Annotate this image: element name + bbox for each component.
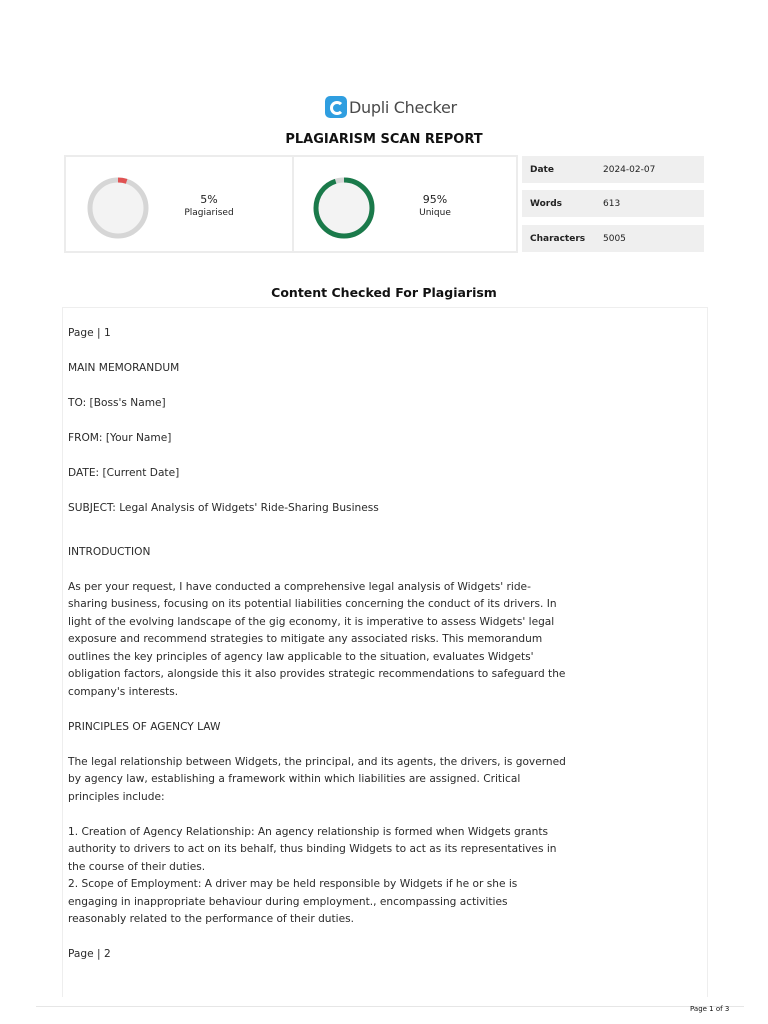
content-paragraph: DATE: [Current Date] [68, 467, 180, 479]
content-paragraph: 1. Creation of Agency Relationship: An agency relationship is formed when Widgets grants authority to drivers to act on its behalf, thus binding Widgets to act as its representatives in the course of their duties. [68, 825, 557, 873]
characters-value: 5005 [603, 234, 626, 244]
meta-row-date [522, 156, 704, 183]
meta-row-words [522, 190, 704, 217]
content-paragraph: 2. Scope of Employment: A driver may be held responsible by Widgets if he or she is engaging in inappropriate behaviour during employment., encompassing activities reasonably related to the performance of their duties. [68, 878, 518, 925]
content-paragraph: SUBJECT: Legal Analysis of Widgets' Ride-Sharing Business [68, 502, 379, 514]
meta-row-characters [522, 225, 704, 252]
plagiarised-label: Plagiarised [184, 208, 234, 218]
duplichecker-logo [325, 96, 457, 118]
content-paragraph: The legal relationship between Widgets, the principal, and its agents, the drivers, is governed by agency law, establishing a framework within which liabilities are assigned. Critical principles include: [68, 755, 566, 803]
content-paragraph: INTRODUCTION [68, 545, 151, 558]
unique-score [400, 193, 470, 218]
content-paragraph: As per your request, I have conducted a comprehensive legal analysis of Widgets' ride-sharing business, focusing on its potential liabilities concerning the conduct of its drivers. In light of the evolving landscape of the gig economy, it is imperative to assess Widgets' legal exposure and recommend strategies to mitigate any associated risks. This memorandum outlines the key principles of agency law applicable to the situation, evaluates Widgets' obligation factors, alongside this it also provides strategic recommendations to safeguard the company's interests. [68, 580, 566, 698]
footer-divider [36, 1006, 744, 1007]
content-paragraph: TO: [Boss's Name] [68, 397, 166, 409]
checked-content [68, 325, 568, 981]
content-paragraph: MAIN MEMORANDUM [68, 362, 180, 374]
duplichecker-logo-icon [325, 96, 347, 118]
plagiarised-donut [86, 176, 150, 240]
plagiarised-score [174, 193, 244, 218]
characters-label: Characters [530, 234, 586, 244]
content-paragraph: FROM: [Your Name] [68, 432, 172, 444]
unique-percent: 95% [422, 193, 448, 206]
words-value: 613 [603, 199, 621, 209]
content-paragraph: PRINCIPLES OF AGENCY LAW [68, 720, 221, 733]
content-paragraph: Page | 2 [68, 948, 111, 960]
content-heading: Content Checked For Plagiarism [271, 285, 497, 300]
words-label: Words [530, 199, 563, 209]
plagiarised-percent: 5% [200, 193, 218, 206]
logo-text: Dupli Checker [349, 97, 457, 117]
score-summary [64, 155, 518, 253]
score-divider [292, 157, 294, 251]
page-indicator: Page 1 of 3 [690, 1005, 730, 1013]
date-value: 2024-02-07 [603, 165, 656, 175]
unique-donut [312, 176, 376, 240]
date-label: Date [530, 165, 554, 175]
content-paragraph: Page | 1 [68, 327, 111, 339]
plagiarised-donut-track [90, 180, 146, 236]
report-title: PLAGIARISM SCAN REPORT [285, 132, 483, 147]
unique-label: Unique [419, 208, 451, 218]
